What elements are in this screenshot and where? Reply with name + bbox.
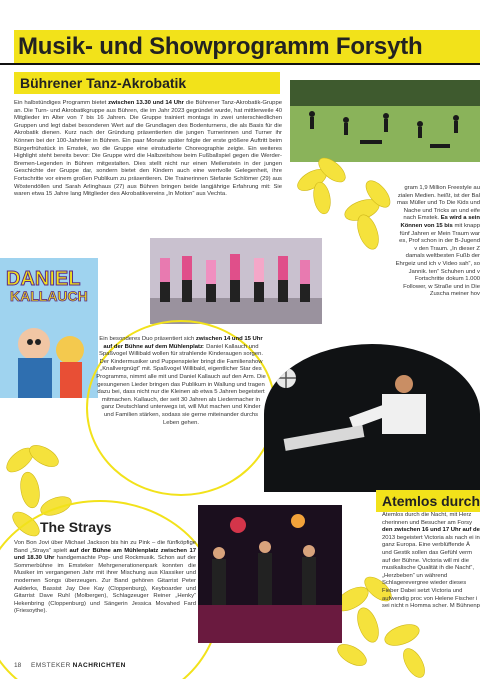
tanz-body: Ein halbstündiges Programm bietet zwischen 13.30 und 14 Uhr die Bührener Tanz-Akrobatik-Gruppe an. Die Turn- und Akrobatikgruppe aus Bühren, die im Jahr 2023 gegründet wurde, hat mittlerweile 40 Mitglieder im Alter von 7 bis 16 Jahren. Die Gruppe trainiert montags in zwei unterschiedlichen Gruppen und legt dabei besonderen Wert auf die Grundlagen des Bodenturnens, die als Basis für die Akrobatik dienen. Kurz nach der Gründung präsentierten die jungen Turnerinnen und Turner ihr Können bei der 100-Jahrfeier in Bühren. Ein paar Monate später folgte der erste größere Auftritt beim Bürgerfrühstück in Emstek, wo die Gruppe eine einstudierte Choreographie zeigte. Ein weiteres Highlight steht bereits bevor: Die Gruppe wird die Halbzeitshow beim Fußballspiel gegen die Werder-Bremen-Legenden in Bühren mitgestalten. Dies stellt nicht nur einen Meilenstein in der jungen Geschichte der Gruppe dar, sondern bietet den Kindern auch eine wertvolle Gelegenheit, ihre Fortschritte vor einem großen Publikum zu präsentieren. Die Trainerinnen Stefanie Schlömer (29) aus Wöstendöllen und Sarah Arlinghaus (27) aus Bühren bringen beide langjährige Erfahrung mit: Sie waren etwa 15 Jahre lang Mitglieder des Akrobatikvereins „In Motion“ aus Vechta. [14,100,282,198]
poster-name-line1: DANIEL [6,268,81,290]
page-title: Musik- und Showprogramm Forsyth [14,30,480,64]
atemlos-heading: Atemlos durch [376,490,480,512]
strays-heading: The Strays [40,519,112,535]
strays-body: Von Bon Jovi über Michael Jackson bis hin zu Pink – die fünfköpfige Band „Strays“ spielt auf der Bühne am Mühlenplatz zwischen 17 und 18.30 Uhr handgemachte Pop- und Rockmusik. Schon auf der Sommerbühne im Emsteker Mehrgenerationenpark konnten die Musiker im vergangenen Jahr mit ihrer Mischung aus Klassiker und modernen Songs überzeugen. Zur Band gehören Gitarrist Peter Aalderks, Bassist Jay Dee Kay (Cloppenburg), Keyboarder und Gitarrist Dave Ruhl (Molbergen), Schlagzeuger Reiner „Henky“ Hekenbring (Cloppenburg) und Sängerin Jessica Movahed Fard (Friesoythe). [14,540,196,615]
atemlos-body: Atemlos durch die Nacht, mit Herz cherinnen und Besucher am Forsy den zwischen 16 und 17 Uhr auf de 2013 begeistert Victoria als nach ei in ganz Europa. Eine verblüffende Ä und Gestik sollen das Gefühl verm auf der Bühne. Victoria will mi die musikalische Qualität ih die Nacht“, „Herzbeben“ un während Schlagerevergree wieder dieses Fieber Dabei setzt Victoria und aufwendig proc von Helene Fischer i sei nicht n Homma scher. M Bühnenp [382,512,480,610]
kallauch-body: Ein besonderes Duo präsentiert sich zwischen 14 und 15 Uhr auf der Bühne auf dem Mühlenplatz: Daniel Kallauch und Spaßvogel Willibald wollen für strahlende Kinderaugen sorgen. Der Kindermusiker und Puppenspieler bringt die Familienshow „Knallvergnügt“ mit. Spaßvogel Willibald, eigentlicher Star des Programms, nimmt alle mit und Daniel Kallauch auf den Arm. Die gesungenen Lieder bringen das Publikum in Wallung und tragen dazu bei, dass nicht nur die Kleinen ab etwa 5 Jahren begeistert mitmachen. Kallauch, der seit 30 Jahren als Liedermacher in ganz Deutschland unterwegs ist, will Mut machen und Kinder und Familien stärken, sodass sie gerne miteinander durchs Leben gehen. [96,336,266,426]
page-number: 18 [14,662,22,669]
footer [14,660,214,672]
kallauch-poster [0,258,98,398]
publication-name-b: NACHRICHTEN [72,662,126,669]
forsythia-flower-cluster-top [282,140,402,260]
publication-name-a: EMSTEKER [31,662,71,669]
poster-name-line2: KALLAUCH [10,288,88,304]
tanz-heading: Bührener Tanz-Akrobatik [14,72,280,94]
title-rule [0,63,480,65]
freestyle-body: gram 1,9 Million Freestyle au zialen Medien. heißt, ist der Bal mas Müller und To Die Kids und Nache und Tricks an und eife nach Emstek. Es wird a sein Können von 15 bis mit knapp fünf Jahren er Mein Traum war es, Prof schon in der B-Jugend v den Traum. „In dieser Z damals weltbesten Fußb der Ehrgeiz und ich v Video sah“, so Jannik. ten“ Schuhen und v Fortschritte dokum 1.000 Follower, w Straße und in Die Zuscha meiner hov [395,185,480,298]
band-stage-photo [198,505,342,643]
